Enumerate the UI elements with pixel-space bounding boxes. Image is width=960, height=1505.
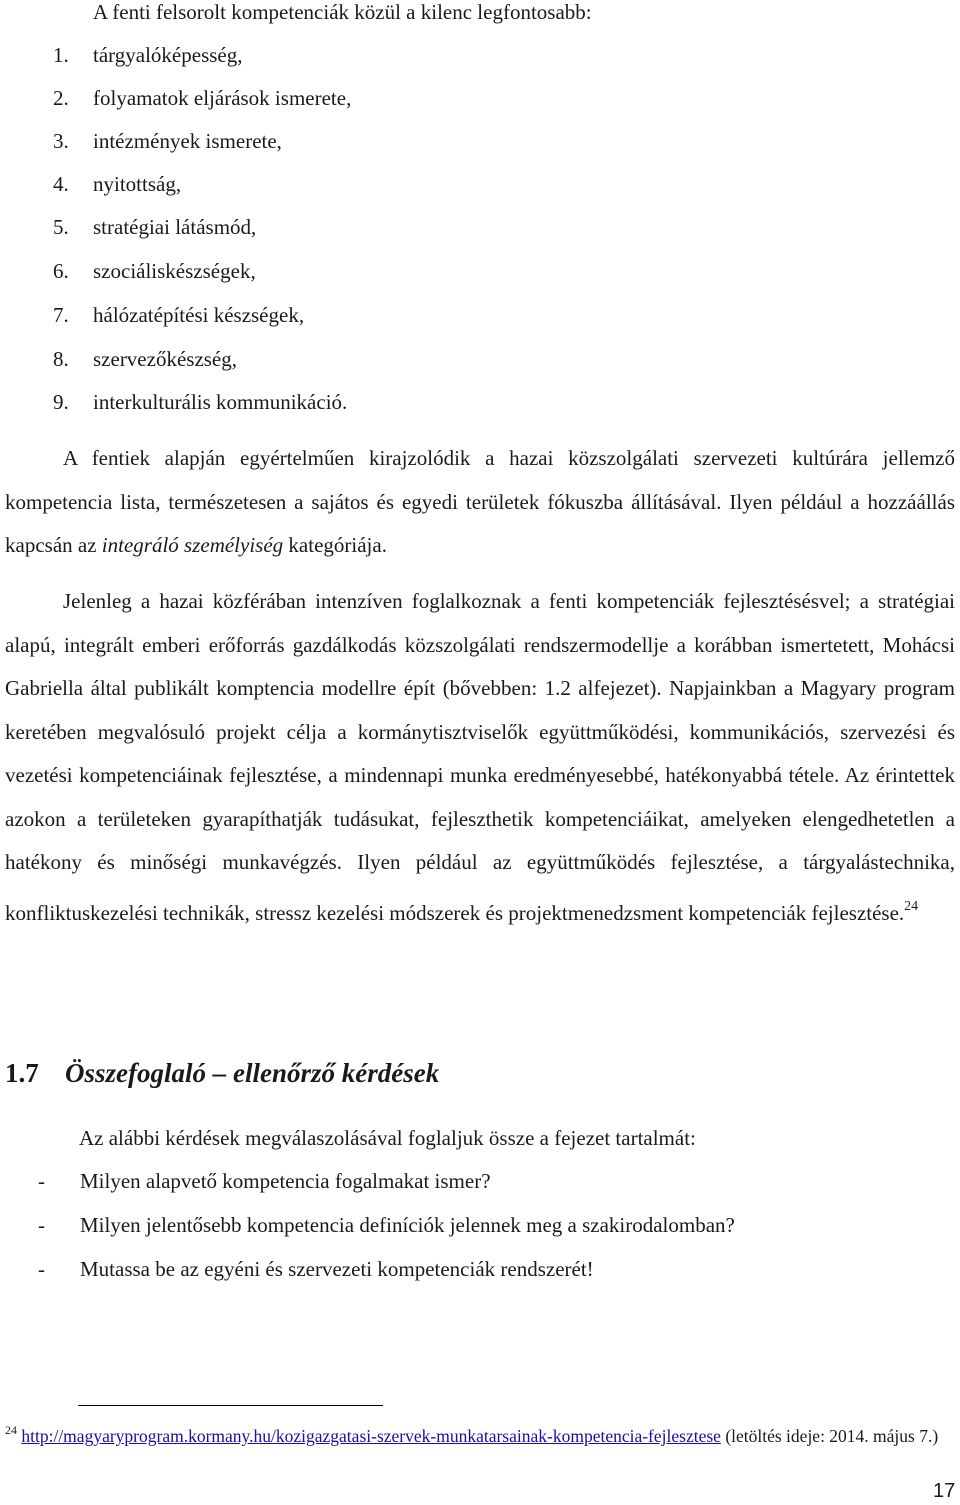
- list-item: 2. folyamatok eljárások ismerete,: [53, 86, 352, 110]
- list-item: 7. hálózatépítési készségek,: [53, 303, 305, 327]
- list-item: 1. tárgyalóképesség,: [53, 43, 243, 67]
- list-item: 8. szervezőkészség,: [53, 347, 238, 371]
- italic-term: integráló személyiség: [101, 533, 284, 557]
- list-intro: A fenti felsorolt kompetenciák közül a kilenc legfontosabb:: [93, 0, 592, 24]
- page-number: 17: [933, 1480, 956, 1502]
- section-number: 1.7: [5, 1058, 39, 1088]
- footnote-ref[interactable]: 24: [904, 898, 919, 914]
- list-item: 6. szociáliskészségek,: [53, 259, 256, 283]
- list-item: 4. nyitottság,: [53, 172, 182, 196]
- paragraph-magyary-program: Jelenleg a hazai közférában intenzíven foglalkoznak a fenti kompetenciák fejlesztésésvel; a stratégiai alapú, integrált emberi erőforrás gazdálkodás közszolgálati rendszermodellje a korábban ismertetett, Mohácsi Gabriella által publikált komptencia modellre épít (bővebben: 1.2 alfejezet). Napjainkban a Magyary program keretében megvalósuló projekt célja a kormánytisztviselők együttműködési, kommunikációs, szervezési és vezetési kompetenciáinak fejlesztése, a mindennapi munka eredményesebbé, hatékonyabbá tétele. Az érintettek azokon a területeken gyarapíthatják tudásukat, fejleszthetik kompetenciáikat, amelyeken elengedhetetlen a hatékony és minőségi munkavégzés. Ilyen például az együttműködés fejlesztése, a tárgyalástechnika, konfliktuskezelési technikák, stressz kezelési módszerek és projektmenedzsment kompetenciák fejlesztése.$^{24}$: [5, 589, 955, 925]
- paragraph-competency-list: A fentiek alapján egyértelműen kirajzolódik a hazai közszolgálati szervezeti kultúrára jellemző kompetencia lista, természetesen a sajátos és egyedi területek fókuszba állításával. Ilyen például a hozzáállás kapcsán az integráló személyiség kategóriája.: [5, 446, 955, 557]
- list-item: 3. intézmények ismerete,: [53, 129, 282, 153]
- footnote: $^{24}$ http://magyaryprogram.kormany.hu/kozigazgatasi-szervek-munkatarsainak-kompetencia-fejlesztese (letöltés ideje: 2014. május 7.): [5, 1423, 939, 1446]
- section-title: Összefoglaló – ellenőrző kérdések: [65, 1058, 440, 1088]
- footnote-link[interactable]: http://magyaryprogram.kormany.hu/kozigazgatasi-szervek-munkatarsainak-kompetencia-fejlesztese: [21, 1426, 721, 1446]
- footnote-separator: [78, 1405, 383, 1406]
- question-item: - Milyen jelentősebb kompetencia definíciók jelennek meg a szakirodalomban?: [38, 1213, 735, 1237]
- question-item: - Mutassa be az egyéni és szervezeti kompetenciák rendszerét!: [38, 1257, 594, 1281]
- list-item: 9. interkulturális kommunikáció.: [53, 390, 348, 414]
- section-heading: [5, 1058, 439, 1089]
- questions-intro: Az alábbi kérdések megválaszolásával foglaljuk össze a fejezet tartalmát:: [79, 1126, 696, 1150]
- list-item: 5. stratégiai látásmód,: [53, 215, 257, 239]
- footnote-number: 24: [5, 1423, 17, 1437]
- question-item: - Milyen alapvető kompetencia fogalmakat ismer?: [38, 1169, 491, 1193]
